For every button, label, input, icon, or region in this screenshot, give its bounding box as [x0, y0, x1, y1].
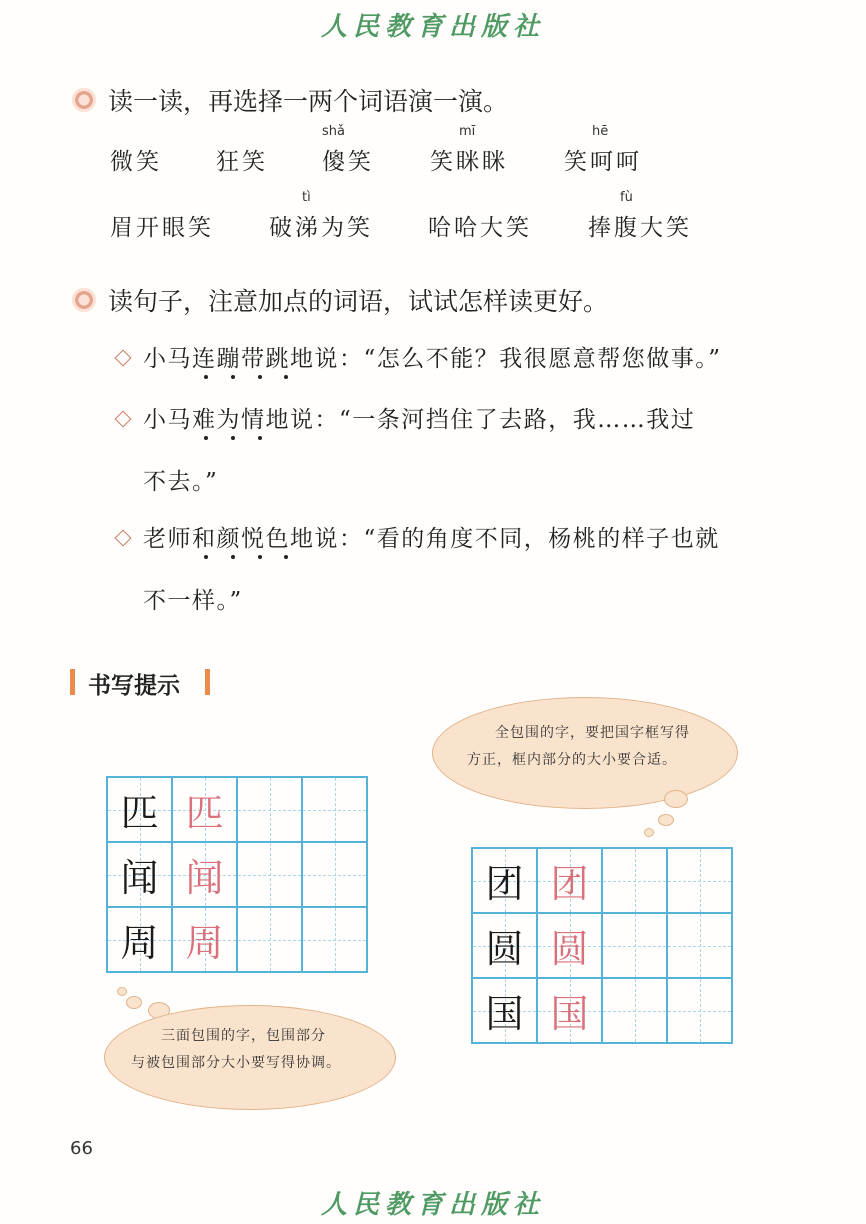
- emphasis-dot: [258, 555, 262, 559]
- pinyin-annotation: fù: [620, 190, 633, 205]
- sentence-line: 小马连蹦带跳地说：“怎么不能？我很愿意帮您做事。”: [143, 346, 722, 372]
- word-item: 眉开眼笑: [110, 215, 214, 241]
- bubble-tail-puff: [644, 828, 654, 837]
- tip-bubble-full-enclosure: [432, 697, 738, 809]
- practice-cell: [302, 777, 367, 842]
- pinyin-annotation: hē: [592, 124, 609, 139]
- bubble-tail-puff: [664, 790, 688, 808]
- word-item: 捧腹大笑: [588, 215, 692, 241]
- emphasis-dot: [204, 375, 208, 379]
- emphasis-dot: [284, 375, 288, 379]
- diamond-bullet-icon: [115, 411, 132, 428]
- trace-character: 闻: [172, 842, 237, 907]
- trace-character: 匹: [172, 777, 237, 842]
- diamond-bullet-icon: [115, 530, 132, 547]
- word-item: 傻笑: [322, 149, 374, 175]
- emphasis-dot: [258, 375, 262, 379]
- diamond-bullet-icon: [115, 350, 132, 367]
- emphasis-dot: [231, 436, 235, 440]
- word-item: 笑呵呵: [564, 149, 642, 175]
- tips-title-bar: [205, 669, 210, 695]
- word-item: 笑眯眯: [430, 149, 508, 175]
- practice-cell: [302, 842, 367, 907]
- bubble-text-line: 与被包围部分大小要写得协调。: [131, 1055, 341, 1071]
- practice-cell: [667, 978, 732, 1043]
- model-character: 团: [472, 848, 537, 913]
- pinyin-annotation: tì: [302, 190, 311, 205]
- model-character: 匹: [107, 777, 172, 842]
- writing-grid-left: [106, 776, 368, 973]
- practice-cell: [602, 848, 667, 913]
- tips-title: 书写提示: [88, 673, 180, 699]
- model-character: 国: [472, 978, 537, 1043]
- practice-cell: [667, 913, 732, 978]
- pinyin-annotation: mī: [459, 124, 476, 139]
- section-bullet-icon: [72, 288, 96, 312]
- emphasis-dot: [258, 436, 262, 440]
- practice-cell: [302, 907, 367, 972]
- bubble-tail-puff: [658, 814, 674, 826]
- practice-cell: [237, 777, 302, 842]
- word-item: 哈哈大笑: [428, 215, 532, 241]
- publisher-footer: 人民教育出版社: [320, 1190, 545, 1220]
- publisher-header: 人民教育出版社: [320, 12, 545, 42]
- sentence-line: 老师和颜悦色地说：“看的角度不同，杨桃的样子也就: [143, 526, 720, 552]
- practice-cell: [602, 913, 667, 978]
- emphasis-dot: [204, 555, 208, 559]
- tips-title-bar: [70, 669, 75, 695]
- model-character: 周: [107, 907, 172, 972]
- section1-heading: 读一读，再选择一两个词语演一演。: [108, 87, 509, 116]
- emphasis-dot: [204, 436, 208, 440]
- trace-character: 团: [537, 848, 602, 913]
- section2-heading: 读句子，注意加点的词语，试试怎样读更好。: [108, 287, 609, 316]
- trace-character: 圆: [537, 913, 602, 978]
- emphasis-dot: [231, 555, 235, 559]
- writing-grid-right: [471, 847, 733, 1044]
- sentence-line: 小马难为情地说：“一条河挡住了去路，我……我过: [143, 407, 696, 433]
- bubble-text-line: 方正，框内部分的大小要合适。: [467, 752, 677, 768]
- emphasis-dot: [284, 555, 288, 559]
- bubble-text-line: 三面包围的字，包围部分: [161, 1028, 326, 1044]
- practice-cell: [237, 842, 302, 907]
- word-item: 微笑: [110, 149, 162, 175]
- word-item: 破涕为笑: [269, 215, 373, 241]
- practice-cell: [602, 978, 667, 1043]
- pinyin-annotation: shǎ: [322, 124, 345, 139]
- trace-character: 周: [172, 907, 237, 972]
- tip-bubble-three-side-enclosure: [104, 1005, 396, 1110]
- model-character: 闻: [107, 842, 172, 907]
- emphasis-dot: [231, 375, 235, 379]
- trace-character: 国: [537, 978, 602, 1043]
- sentence-line: 不去。”: [143, 469, 219, 495]
- sentence-line: 不一样。”: [143, 588, 243, 614]
- practice-cell: [237, 907, 302, 972]
- model-character: 圆: [472, 913, 537, 978]
- bubble-tail-puff: [126, 996, 142, 1009]
- practice-cell: [667, 848, 732, 913]
- section-bullet-icon: [72, 88, 96, 112]
- bubble-text-line: 全包围的字，要把国字框写得: [495, 725, 690, 741]
- bubble-tail-puff: [117, 987, 127, 996]
- page-number: 66: [70, 1138, 93, 1159]
- word-item: 狂笑: [216, 149, 268, 175]
